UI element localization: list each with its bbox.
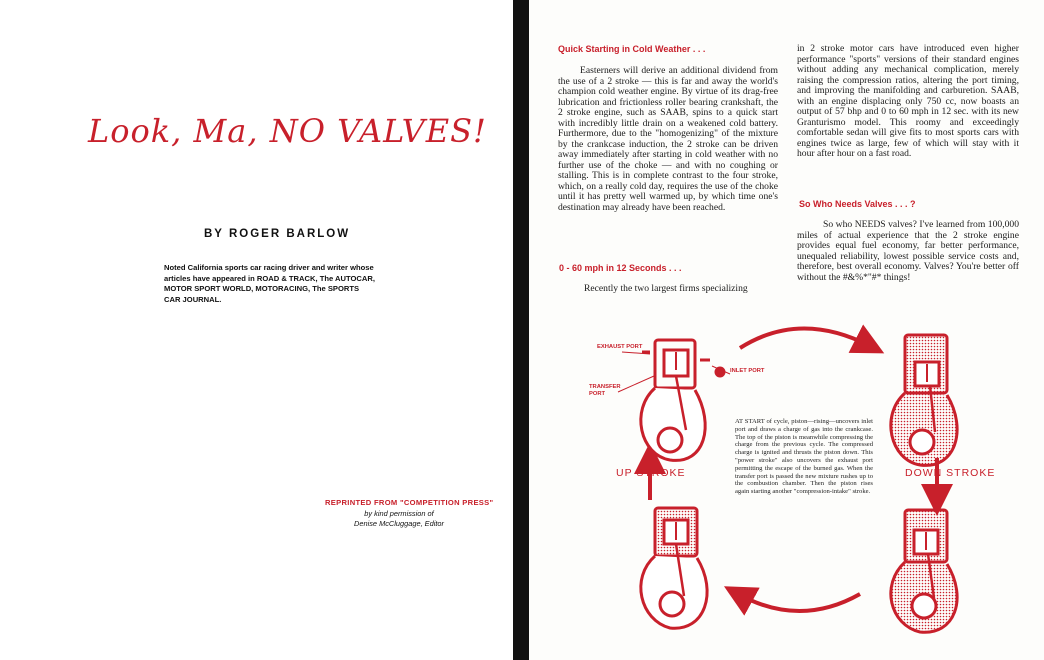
permission-line-2: Denise McCluggage, Editor bbox=[354, 519, 444, 528]
diagram-caption: AT START of cycle, piston—rising—uncovers inlet port and draws a charge of gas into the crankcase. The top of the piston is meanwhile compressing the charge from the previous cycle. The compressed charge is ignited and thrusts the piston down. This "power stroke" also uncovers the exhaust port permitting the escape of the burned gas. When the transfer port is passed the new mixture rushes up to the combustion chamber. Then the piston rises again starting another "compression-intake" stroke. bbox=[735, 418, 873, 496]
byline: BY ROGER BARLOW bbox=[204, 228, 351, 240]
reprint-notice: REPRINTED FROM "COMPETITION PRESS" bbox=[325, 498, 494, 507]
heading-who-needs-valves: So Who Needs Valves . . . ? bbox=[799, 199, 916, 209]
heading-cold-weather: Quick Starting in Cold Weather . . . bbox=[558, 44, 706, 54]
cycle-arrow-top bbox=[740, 328, 870, 348]
cycle-arrow-bottom bbox=[738, 594, 860, 611]
paragraph-cold-weather: Easterners will derive an additional dividend from the use of a 2 stroke — this is far and away the world's champion cold weather engine. By virtue of its drag-free lubrication and frictionless roller bearing crankshaft, the 2 stroke engine, such as SAAB, spins to a quick start with incredibly little drain on a weakened cold battery. Furthermore, due to the "homogenizing" of the mixture by the crankcase induction, the 2 stroke can be driven away immediately after starting in cold weather with no further use of the choke — and with no coughing or stalling. This is in complete contrast to the four stroke, which, on a really cold day, requires the use of the choke until it has pretty well warmed up, by which time one's destination may already have been reached. bbox=[558, 65, 778, 213]
heading-0-60: 0 - 60 mph in 12 Seconds . . . bbox=[559, 263, 682, 273]
permission-line-1: by kind permission of bbox=[364, 509, 434, 518]
paragraph-who-needs-valves: So who NEEDS valves? I've learned from 100,000 miles of actual experience that the 2 stroke engine provides equal fuel economy, far better performance, unequaled reliability, lowest possible service costs and, therefore, best overall economy. Valves? You're better off without the #&%*"#* things! bbox=[797, 219, 1019, 283]
paragraph-column-2: in 2 stroke motor cars have introduced even higher performance "sports" versions of their standard engines without adding any mechanical complication, merely raising the compression ratios, altering the port timing, and improving the manifolding and carburetion. SAAB, with an engine displacing only 750 cc, now boasts an output of 57 bhp and 0 to 60 mph in 12 sec. with its new Granturismo model. This roomy and exceedingly comfortable sedan will give fits to most sports cars with engines twice as large, few of which will stay with it hour after hour on a fast road. bbox=[797, 43, 1019, 159]
author-bio: Noted California sports car racing driver and writer whose articles have appeared in ROAD & TRACK, The AUTOCAR, MOTOR SPORT WORLD, MOTORACING, The SPORTS CAR JOURNAL. bbox=[164, 263, 375, 304]
down-stroke-label: DOWN STROKE bbox=[905, 467, 996, 479]
inlet-port-label: INLET PORT bbox=[730, 368, 765, 374]
engine-bottom-left bbox=[641, 508, 707, 628]
engine-down-stroke bbox=[891, 335, 957, 465]
paragraph-0-60: Recently the two largest firms specializing bbox=[584, 283, 748, 294]
engine-up-stroke bbox=[641, 340, 724, 460]
engine-bottom-right bbox=[891, 510, 957, 632]
transfer-port-label: TRANSFER PORT bbox=[589, 384, 621, 397]
exhaust-port-label: EXHAUST PORT bbox=[597, 344, 643, 350]
article-title: Look, Ma, NO VALVES! bbox=[88, 112, 487, 150]
up-stroke-label: UP STROKE bbox=[616, 467, 686, 479]
